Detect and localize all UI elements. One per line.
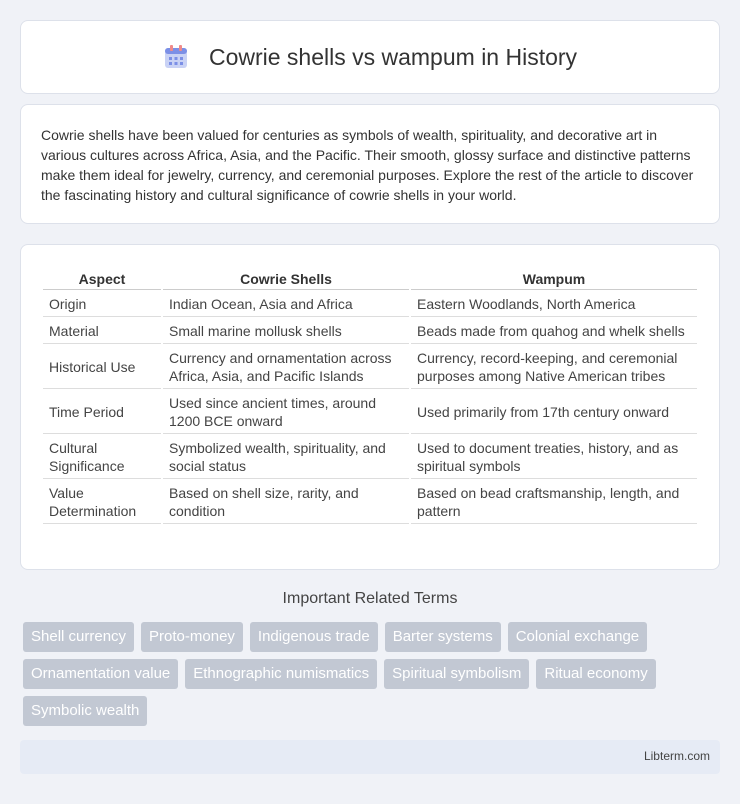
comparison-table <box>41 265 699 526</box>
table-cell: Used primarily from 17th century onward <box>411 391 697 434</box>
column-header: Cowrie Shells <box>163 267 409 290</box>
table-cell: Origin <box>43 292 161 317</box>
table-cell: Material <box>43 319 161 344</box>
related-term-tag[interactable]: Barter systems <box>385 622 501 652</box>
table-cell: Historical Use <box>43 346 161 389</box>
table-row <box>43 436 697 479</box>
page-title: Cowrie shells vs wampum in History <box>208 43 578 70</box>
related-term-tag[interactable]: Ornamentation value <box>23 659 178 689</box>
related-term-tag[interactable]: Indigenous trade <box>250 622 378 652</box>
related-term-tag[interactable]: Spiritual symbolism <box>384 659 529 689</box>
footer <box>20 740 720 774</box>
intro-card <box>20 104 720 224</box>
table-cell: Time Period <box>43 391 161 434</box>
table-cell: Small marine mollusk shells <box>163 319 409 344</box>
column-header: Wampum <box>411 267 697 290</box>
table-cell: Used since ancient times, around 1200 BCE onward <box>163 391 409 434</box>
table-row <box>43 319 697 344</box>
table-cell: Eastern Woodlands, North America <box>411 292 697 317</box>
table-header-row <box>43 267 697 290</box>
table-cell: Based on shell size, rarity, and condition <box>163 481 409 524</box>
table-row <box>43 292 697 317</box>
table-row <box>43 391 697 434</box>
table-cell: Currency and ornamentation across Africa, Asia, and Pacific Islands <box>163 346 409 389</box>
table-cell: Currency, record-keeping, and ceremonial purposes among Native American tribes <box>411 346 697 389</box>
table-cell: Based on bead craftsmanship, length, and pattern <box>411 481 697 524</box>
related-terms-list <box>23 622 723 726</box>
comparison-card <box>20 244 720 570</box>
related-terms-title: Important Related Terms <box>282 590 458 607</box>
related-term-tag[interactable]: Proto-money <box>141 622 243 652</box>
related-term-tag[interactable]: Shell currency <box>23 622 134 652</box>
related-term-tag[interactable]: Symbolic wealth <box>23 696 147 726</box>
calendar-icon <box>163 44 189 70</box>
footer-brand[interactable]: Libterm.com <box>643 749 710 763</box>
column-header: Aspect <box>43 267 161 290</box>
table-row <box>43 346 697 389</box>
table-cell: Cultural Significance <box>43 436 161 479</box>
intro-text: Cowrie shells have been valued for centuries as symbols of wealth, spirituality, and decorative art in various cultures across Africa, Asia, and the Pacific. Their smooth, glossy surface and distinctive patterns make them ideal for jewelry, currency, and ceremonial purposes. Explore the rest of the article to discover the fascinating history and cultural significance of cowrie shells in your world. <box>41 127 694 203</box>
table-cell: Symbolized wealth, spirituality, and social status <box>163 436 409 479</box>
table-cell: Used to document treaties, history, and as spiritual symbols <box>411 436 697 479</box>
table-cell: Beads made from quahog and whelk shells <box>411 319 697 344</box>
table-cell: Indian Ocean, Asia and Africa <box>163 292 409 317</box>
related-term-tag[interactable]: Ethnographic numismatics <box>185 659 377 689</box>
related-term-tag[interactable]: Ritual economy <box>536 659 655 689</box>
table-row <box>43 481 697 524</box>
table-cell: Value Determination <box>43 481 161 524</box>
header-card <box>20 20 720 94</box>
related-term-tag[interactable]: Colonial exchange <box>508 622 647 652</box>
